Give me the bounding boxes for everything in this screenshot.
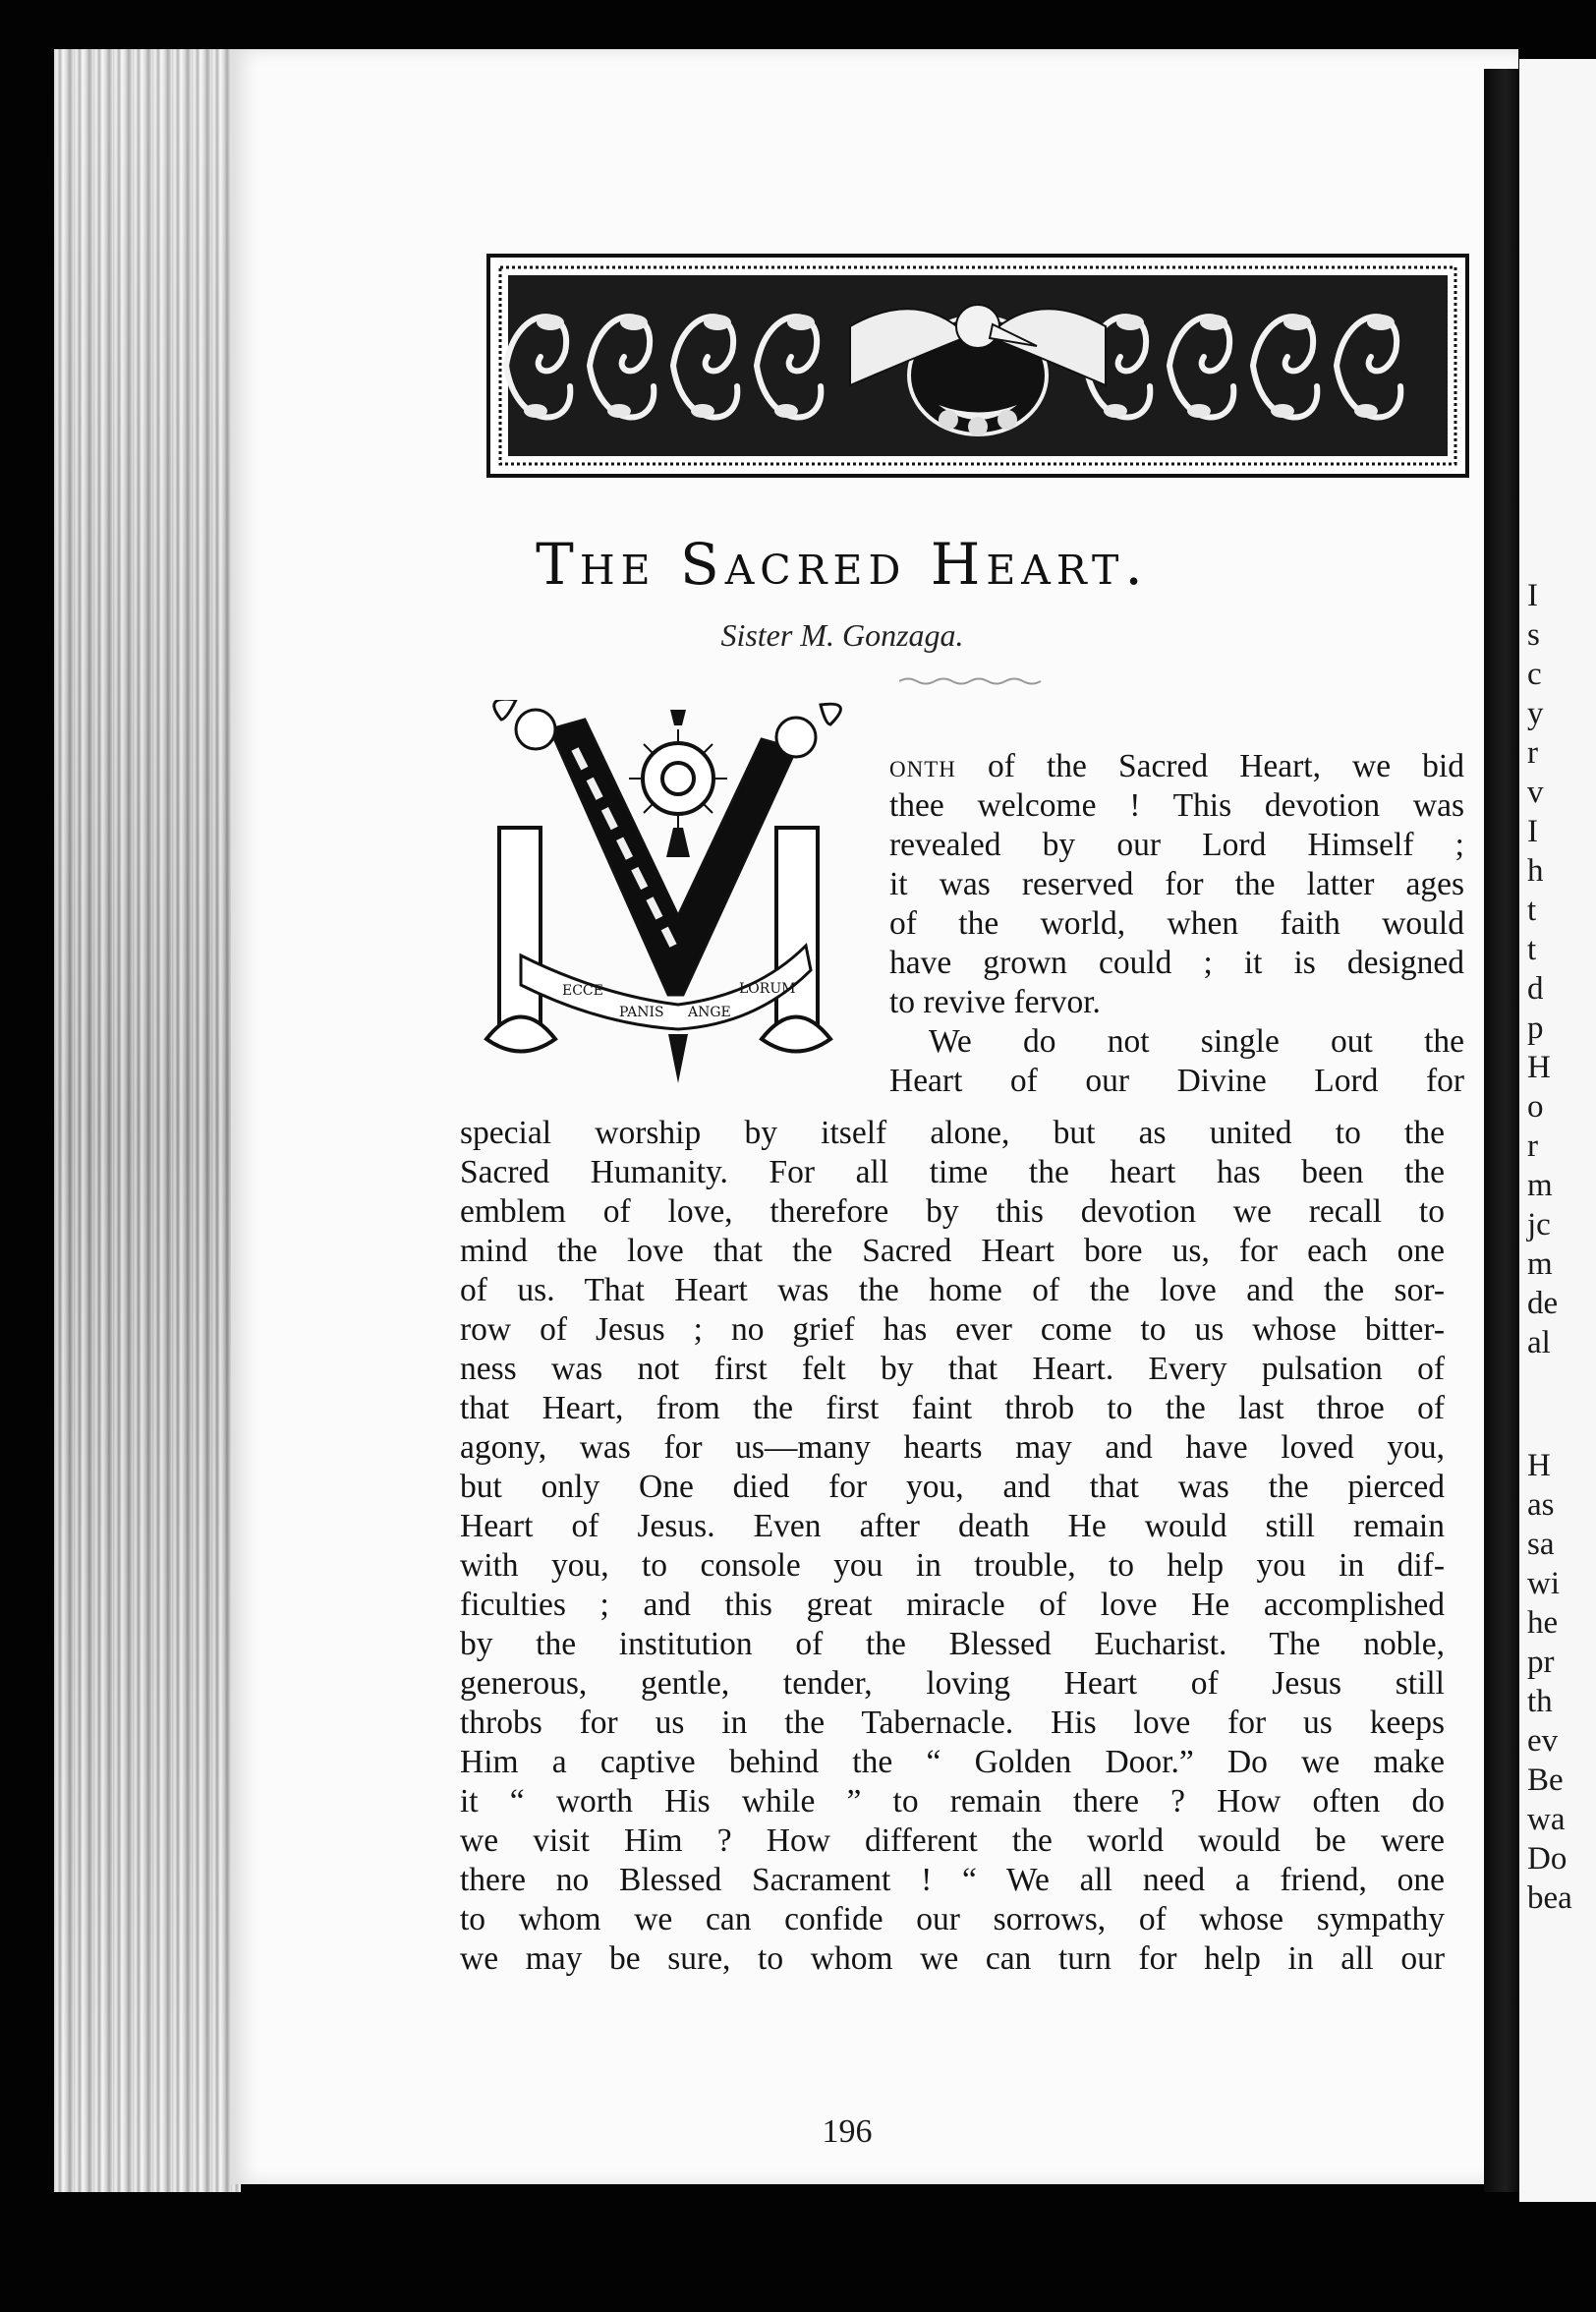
text-line: special worship by itself alone, but as united to the bbox=[460, 1115, 1445, 1151]
facing-page-fragment: m bbox=[1527, 1168, 1553, 1203]
facing-page-fragment: r bbox=[1527, 735, 1538, 771]
facing-page-fragment: d bbox=[1527, 971, 1544, 1007]
facing-page-fragment: wa bbox=[1527, 1802, 1566, 1837]
text-line: but only One died for you, and that was the pierced bbox=[460, 1469, 1445, 1505]
facing-page-fragment: t bbox=[1527, 932, 1537, 967]
book-gutter bbox=[1484, 69, 1519, 2192]
book-page-edges bbox=[54, 49, 241, 2192]
facing-page-edge bbox=[1519, 59, 1596, 2202]
facing-page-fragment: r bbox=[1527, 1128, 1538, 1164]
scroll-word: LORUM bbox=[739, 981, 796, 997]
text-line: thee welcome ! This devotion was bbox=[889, 787, 1464, 824]
facing-page-fragment: h bbox=[1527, 853, 1544, 889]
facing-page-fragment: t bbox=[1527, 893, 1537, 928]
text-line: it was reserved for the latter ages bbox=[889, 866, 1464, 902]
dropcap-letter: M bbox=[482, 700, 483, 701]
facing-page-fragment: H bbox=[1527, 1448, 1551, 1483]
facing-page-fragment: H bbox=[1527, 1050, 1551, 1085]
facing-page-fragment: v bbox=[1527, 775, 1544, 810]
text-line: mind the love that the Sacred Heart bore us, for each one bbox=[460, 1233, 1445, 1269]
text-line: Heart of Jesus. Even after death He would still remain bbox=[460, 1508, 1445, 1544]
text-line: generous, gentle, tender, loving Heart of Jesus still bbox=[460, 1665, 1445, 1702]
text-line: we visit Him ? How different the world would be were bbox=[460, 1822, 1445, 1859]
text-line: there no Blessed Sacrament ! “ We all need a friend, one bbox=[460, 1862, 1445, 1898]
text-line: of us. That Heart was the home of the love and the sor- bbox=[460, 1272, 1445, 1308]
facing-page-fragment: he bbox=[1527, 1605, 1559, 1641]
dropcap-m-icon bbox=[482, 700, 860, 1093]
text-line: have grown could ; it is designed bbox=[889, 945, 1464, 981]
text-line: we may be sure, to whom we can turn for help in all our bbox=[460, 1940, 1445, 1977]
text-line: it “ worth His while ” to remain there ? How often do bbox=[460, 1783, 1445, 1820]
facing-page-fragment: y bbox=[1527, 696, 1544, 731]
facing-page-fragment: wi bbox=[1527, 1566, 1560, 1601]
facing-page-fragment: s bbox=[1527, 617, 1540, 653]
facing-page-fragment: Be bbox=[1527, 1763, 1564, 1798]
text-line: to revive fervor. bbox=[889, 984, 1101, 1020]
text-line: ness was not first felt by that Heart. Every pulsation of bbox=[460, 1351, 1445, 1387]
facing-page-fragment: c bbox=[1527, 657, 1542, 692]
first-word-remainder: onth bbox=[889, 748, 956, 784]
text-line: Him a captive behind the “ Golden Door.” Do we make bbox=[460, 1744, 1445, 1780]
page-title: The Sacred Heart. bbox=[536, 531, 1149, 598]
text-line: that Heart, from the first faint throb to the last throe of bbox=[460, 1390, 1445, 1426]
scroll-word: ANGE bbox=[688, 1005, 731, 1020]
scroll-word: PANIS bbox=[619, 1005, 664, 1020]
text-line: Heart of our Divine Lord for bbox=[889, 1063, 1464, 1099]
facing-page-fragment: sa bbox=[1527, 1527, 1555, 1562]
facing-page-fragment: jc bbox=[1527, 1207, 1551, 1243]
ornament-pelican-icon bbox=[496, 263, 1459, 468]
body-text-narrow bbox=[889, 747, 1464, 1101]
facing-page-fragment: as bbox=[1527, 1487, 1555, 1523]
facing-page-fragment: I bbox=[1527, 814, 1538, 849]
text-line: agony, was for us—many hearts may and have loved you, bbox=[460, 1429, 1445, 1466]
facing-page-fragment: o bbox=[1527, 1089, 1544, 1125]
facing-page-fragment: bea bbox=[1527, 1880, 1572, 1916]
illuminated-dropcap bbox=[482, 700, 860, 1093]
facing-page-fragment: de bbox=[1527, 1286, 1559, 1321]
facing-page-fragment: al bbox=[1527, 1325, 1551, 1360]
text-line: to whom we can confide our sorrows, of whose sympathy bbox=[460, 1901, 1445, 1937]
text-line: of the world, when faith would bbox=[889, 905, 1464, 942]
text-line: ficulties ; and this great miracle of love He accomplished bbox=[460, 1587, 1445, 1623]
facing-page-fragment: th bbox=[1527, 1684, 1553, 1719]
ornamental-banner bbox=[486, 254, 1469, 478]
text-line: emblem of love, therefore by this devotion we recall to bbox=[460, 1193, 1445, 1230]
text-line: onth of the Sacred Heart, we bid bbox=[889, 748, 1464, 784]
text-line: throbs for us in the Tabernacle. His love for us keeps bbox=[460, 1705, 1445, 1741]
facing-page-fragment: p bbox=[1527, 1011, 1544, 1046]
author-byline: Sister M. Gonzaga. bbox=[720, 617, 964, 653]
text-line: by the institution of the Blessed Eucharist. The noble, bbox=[460, 1626, 1445, 1662]
facing-page-fragment: Do bbox=[1527, 1841, 1568, 1877]
text-line: We do not single out the bbox=[929, 1023, 1464, 1060]
facing-page-fragment: m bbox=[1527, 1246, 1553, 1282]
text-line: Sacred Humanity. For all time the heart has been the bbox=[460, 1154, 1445, 1190]
text-line: row of Jesus ; no grief has ever come to us whose bitter- bbox=[460, 1311, 1445, 1348]
facing-page-fragment: ev bbox=[1527, 1723, 1559, 1759]
facing-page-fragment: I bbox=[1527, 578, 1538, 613]
text-line: with you, to console you in trouble, to help you in dif- bbox=[460, 1547, 1445, 1584]
body-text-wide bbox=[460, 1114, 1445, 1979]
text-line: revealed by our Lord Himself ; bbox=[889, 827, 1464, 863]
wavy-divider-icon bbox=[899, 676, 1047, 686]
facing-page-fragment: pr bbox=[1527, 1645, 1555, 1680]
page-number: 196 bbox=[822, 2113, 873, 2150]
scroll-word: ECCE bbox=[562, 983, 603, 999]
